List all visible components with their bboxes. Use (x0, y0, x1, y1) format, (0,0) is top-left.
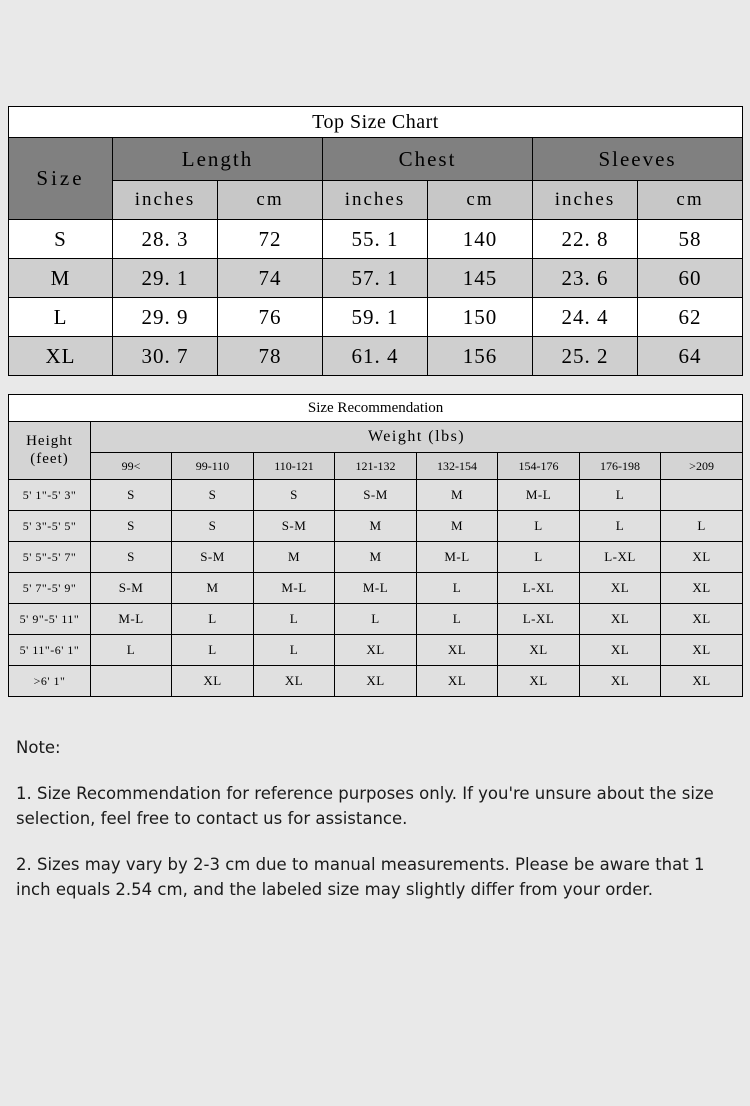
table-row (9, 666, 743, 697)
cell-size-rec: XL (580, 666, 661, 697)
cell-height: 5' 5"-5' 7" (9, 542, 91, 573)
header-length-cm: cm (218, 181, 323, 220)
header-height-line2: (feet) (30, 450, 69, 467)
cell-size-rec: M-L (335, 573, 417, 604)
cell-size-rec: XL (580, 573, 661, 604)
table-row (9, 259, 743, 298)
cell-size-rec: L (417, 573, 498, 604)
size-recommendation-table (8, 394, 743, 697)
header-height-line1: Height (26, 433, 73, 450)
cell-size-rec: S (91, 511, 172, 542)
header-chest: Chest (323, 138, 533, 181)
cell-size-rec: M (172, 573, 254, 604)
top-size-chart-table (8, 106, 743, 376)
cell-chest-inches: 59. 1 (323, 298, 428, 337)
header-chest-cm: cm (428, 181, 533, 220)
cell-size-rec: M-L (254, 573, 335, 604)
cell-height: 5' 7"-5' 9" (9, 573, 91, 604)
cell-size-rec: XL (172, 666, 254, 697)
table-row (9, 542, 743, 573)
cell-size-rec: S (172, 480, 254, 511)
header-sleeves-cm: cm (638, 181, 743, 220)
cell-size: S (9, 220, 113, 259)
header-sleeves: Sleeves (533, 138, 743, 181)
header-length-inches: inches (113, 181, 218, 220)
cell-length-cm: 74 (218, 259, 323, 298)
top-size-chart-title-row (9, 107, 743, 138)
cell-sleeves-cm: 60 (638, 259, 743, 298)
cell-size-rec: S-M (91, 573, 172, 604)
table-row (9, 480, 743, 511)
cell-size-rec: L (91, 635, 172, 666)
cell-size-rec: M (335, 542, 417, 573)
cell-chest-cm: 150 (428, 298, 533, 337)
header-weight-range: 154-176 (498, 453, 580, 480)
header-length: Length (113, 138, 323, 181)
cell-length-inches: 28. 3 (113, 220, 218, 259)
cell-length-cm: 72 (218, 220, 323, 259)
top-size-chart-section (8, 106, 742, 376)
cell-sleeves-inches: 22. 8 (533, 220, 638, 259)
cell-height: >6' 1" (9, 666, 91, 697)
size-recommendation-header-weight-ranges (9, 453, 743, 480)
cell-height: 5' 9"-5' 11" (9, 604, 91, 635)
table-row (9, 220, 743, 259)
cell-size-rec: L (172, 604, 254, 635)
cell-size-rec: S-M (172, 542, 254, 573)
cell-chest-inches: 57. 1 (323, 259, 428, 298)
table-row (9, 635, 743, 666)
cell-size-rec: XL (661, 542, 743, 573)
cell-length-inches: 29. 1 (113, 259, 218, 298)
header-weight-range: 176-198 (580, 453, 661, 480)
header-weight-range: 132-154 (417, 453, 498, 480)
cell-sleeves-inches: 23. 6 (533, 259, 638, 298)
cell-size-rec: L (254, 604, 335, 635)
cell-sleeves-cm: 62 (638, 298, 743, 337)
cell-size-rec: L (254, 635, 335, 666)
cell-size-rec: L (172, 635, 254, 666)
header-height (9, 422, 91, 480)
cell-chest-inches: 61. 4 (323, 337, 428, 376)
table-row (9, 573, 743, 604)
table-row (9, 298, 743, 337)
cell-size-rec: XL (335, 635, 417, 666)
note-item-1: 1. Size Recommendation for reference purposes only. If you're unsure about the size selection, feel free to contact us for assistance. (16, 783, 714, 829)
notes-heading: Note: (16, 738, 61, 757)
cell-size-rec: XL (254, 666, 335, 697)
cell-sleeves-inches: 24. 4 (533, 298, 638, 337)
notes-section (8, 735, 742, 903)
cell-size-rec: L (498, 542, 580, 573)
cell-size-rec: M (254, 542, 335, 573)
cell-length-cm: 78 (218, 337, 323, 376)
cell-size-rec: L (580, 511, 661, 542)
table-row (9, 337, 743, 376)
cell-size-rec: L (661, 511, 743, 542)
cell-size-rec: XL (498, 666, 580, 697)
header-sleeves-inches: inches (533, 181, 638, 220)
cell-size-rec: M-L (417, 542, 498, 573)
cell-size: L (9, 298, 113, 337)
cell-size-rec (661, 480, 743, 511)
cell-size-rec: S (254, 480, 335, 511)
cell-length-cm: 76 (218, 298, 323, 337)
cell-chest-inches: 55. 1 (323, 220, 428, 259)
cell-sleeves-inches: 25. 2 (533, 337, 638, 376)
cell-size-rec: L-XL (580, 542, 661, 573)
top-size-chart-header-main (9, 138, 743, 181)
size-recommendation-header-main (9, 422, 743, 453)
cell-size-rec: M-L (91, 604, 172, 635)
cell-size-rec: L (417, 604, 498, 635)
cell-size-rec: XL (417, 666, 498, 697)
header-weight-range: 99-110 (172, 453, 254, 480)
cell-size-rec: L (580, 480, 661, 511)
cell-size-rec: S (91, 542, 172, 573)
cell-chest-cm: 145 (428, 259, 533, 298)
size-chart-page (0, 106, 750, 1106)
header-weight-range: 110-121 (254, 453, 335, 480)
size-recommendation-title: Size Recommendation (9, 395, 743, 422)
cell-size-rec: XL (661, 604, 743, 635)
header-weight: Weight (lbs) (91, 422, 743, 453)
size-recommendation-section (8, 394, 742, 697)
header-size: Size (9, 138, 113, 220)
cell-height: 5' 3"-5' 5" (9, 511, 91, 542)
cell-size-rec: L-XL (498, 573, 580, 604)
cell-size-rec: M (417, 511, 498, 542)
cell-size-rec: S (172, 511, 254, 542)
cell-size-rec: XL (580, 604, 661, 635)
top-size-chart-title: Top Size Chart (9, 107, 743, 138)
cell-sleeves-cm: 64 (638, 337, 743, 376)
cell-size: XL (9, 337, 113, 376)
cell-sleeves-cm: 58 (638, 220, 743, 259)
cell-size-rec: L (335, 604, 417, 635)
cell-size-rec: S-M (254, 511, 335, 542)
cell-size-rec: S (91, 480, 172, 511)
cell-length-inches: 29. 9 (113, 298, 218, 337)
size-recommendation-title-row (9, 395, 743, 422)
header-weight-range: >209 (661, 453, 743, 480)
cell-size-rec: XL (580, 635, 661, 666)
cell-height: 5' 1"-5' 3" (9, 480, 91, 511)
table-row (9, 511, 743, 542)
cell-size-rec: M (335, 511, 417, 542)
cell-size-rec: L (498, 511, 580, 542)
top-size-chart-header-units (9, 181, 743, 220)
cell-size-rec: S-M (335, 480, 417, 511)
cell-height: 5' 11"-6' 1" (9, 635, 91, 666)
cell-size-rec: XL (417, 635, 498, 666)
header-weight-range: 99< (91, 453, 172, 480)
cell-size-rec: XL (498, 635, 580, 666)
cell-size-rec: XL (661, 635, 743, 666)
table-row (9, 604, 743, 635)
cell-size-rec (91, 666, 172, 697)
cell-size-rec: XL (661, 666, 743, 697)
header-weight-range: 121-132 (335, 453, 417, 480)
cell-size-rec: M-L (498, 480, 580, 511)
cell-size-rec: M (417, 480, 498, 511)
cell-size-rec: XL (661, 573, 743, 604)
cell-size-rec: XL (335, 666, 417, 697)
note-item-2: 2. Sizes may vary by 2-3 cm due to manual measurements. Please be aware that 1 inch equals 2.54 cm, and the labeled size may slightly differ from your order. (16, 854, 705, 900)
header-chest-inches: inches (323, 181, 428, 220)
cell-length-inches: 30. 7 (113, 337, 218, 376)
cell-size-rec: L-XL (498, 604, 580, 635)
cell-size: M (9, 259, 113, 298)
cell-chest-cm: 140 (428, 220, 533, 259)
cell-chest-cm: 156 (428, 337, 533, 376)
